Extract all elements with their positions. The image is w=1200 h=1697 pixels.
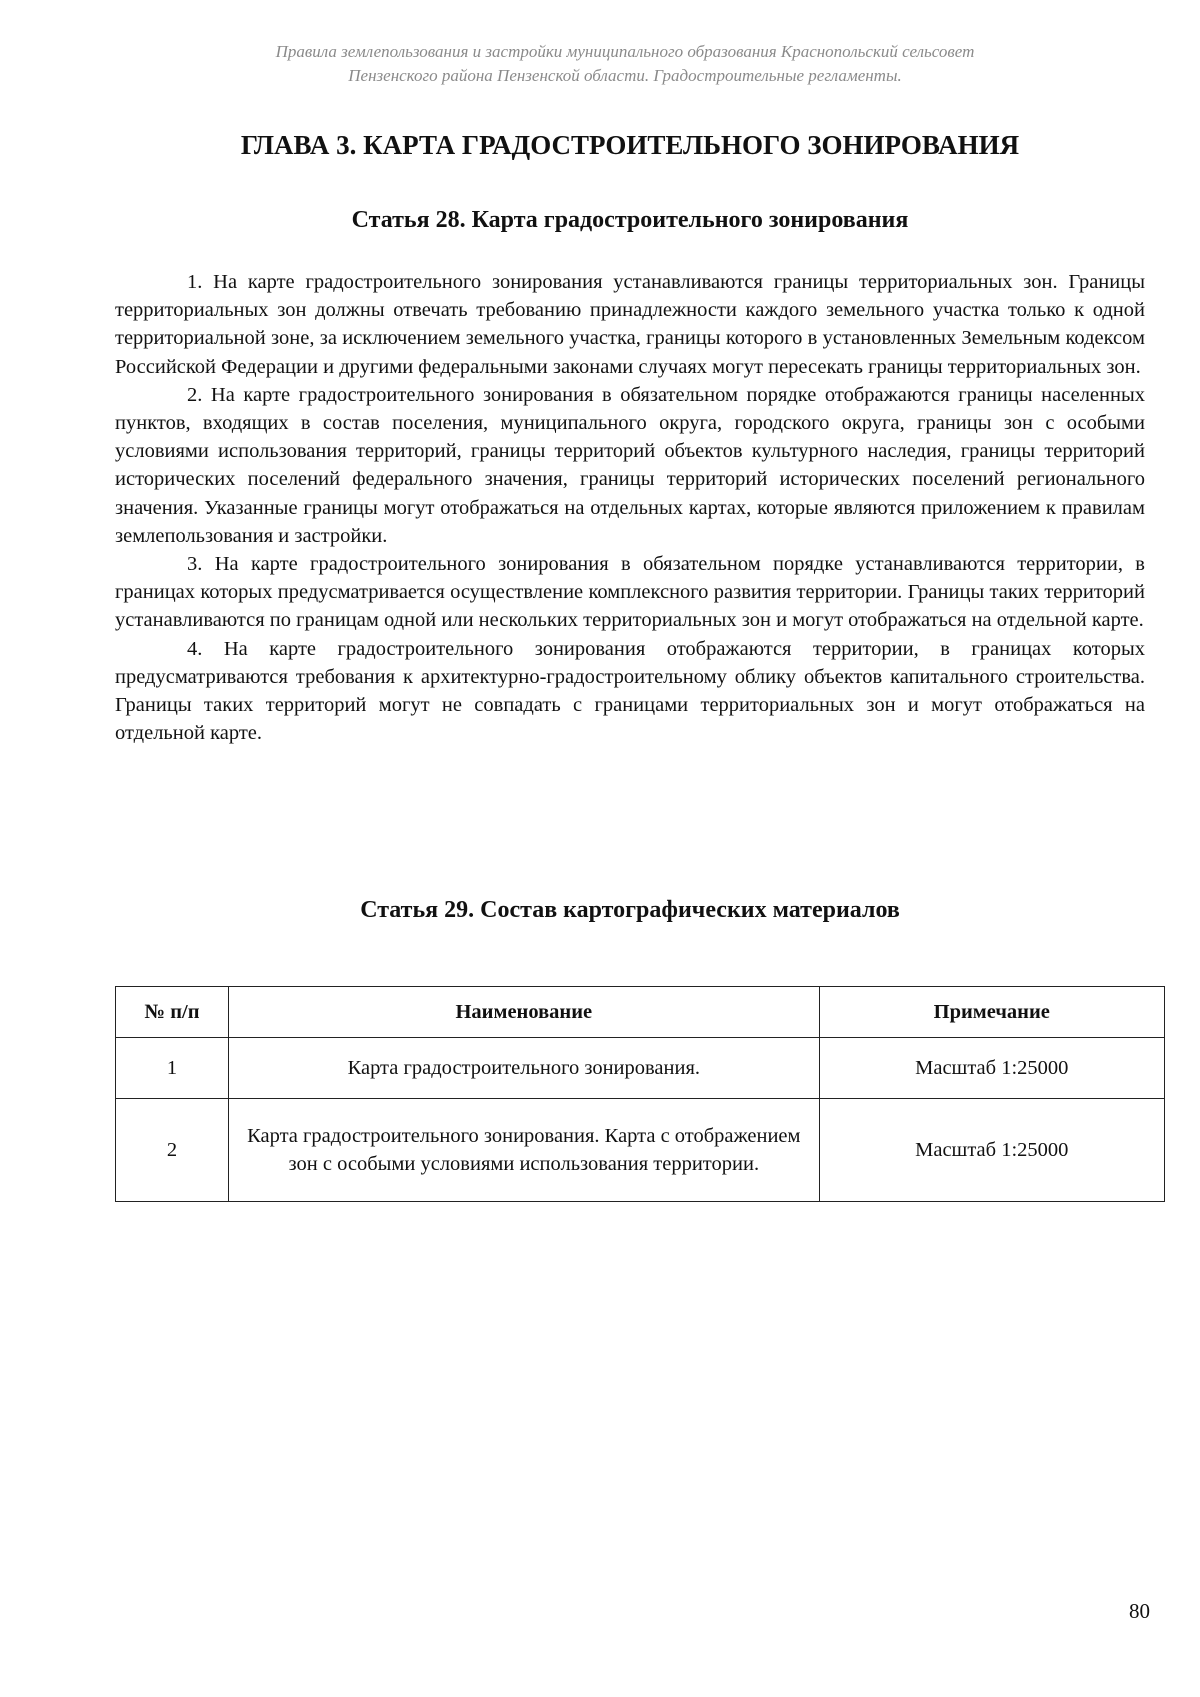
running-header-line-1: Правила землепользования и застройки муниципального образования Краснопольский сельсовет (275, 42, 975, 61)
article-28-title: Статья 28. Карта градостроительного зонирования (351, 207, 909, 233)
row-note: Масштаб 1:25000 (819, 1038, 1164, 1099)
running-header (160, 40, 1090, 88)
running-header-line-2: Пензенского района Пензенской области. Градостроительные регламенты. (348, 66, 902, 85)
row-number: 1 (116, 1038, 229, 1099)
article-28-body (115, 268, 1145, 747)
cartographic-materials-table (115, 986, 1165, 1202)
table-header-row (116, 987, 1165, 1038)
chapter-title: ГЛАВА 3. КАРТА ГРАДОСТРОИТЕЛЬНОГО ЗОНИРОВАНИЯ (240, 130, 1020, 160)
row-name: Карта градостроительного зонирования. (229, 1038, 819, 1099)
header-note: Примечание (819, 987, 1164, 1038)
article-28-paragraph-1: 1. На карте градостроительного зонирования устанавливаются границы территориальных зон. Границы территориальных зон должны отвечать требованию принадлежности каждого земельного участка только к одной территориальной зоне, за исключением земельного участка, границы которого в установленных Земельным кодексом Российской Федерации и другими федеральными законами случаях могут пересекать границы территориальных зон. (115, 271, 1145, 378)
table-row (116, 1099, 1165, 1202)
row-number: 2 (116, 1099, 229, 1202)
article-28-paragraph-2: 2. На карте градостроительного зонирования в обязательном порядке отображаются границы населенных пунктов, входящих в состав поселения, муниципального округа, городского округа, границы зон с особыми условиями использования территорий, границы территорий объектов культурного наследия, границы территорий исторических поселений федерального значения, границы территорий исторических поселений регионального значения. Указанные границы могут отображаться на отдельных картах, которые являются приложением к правилам землепользования и застройки. (115, 383, 1145, 547)
header-name: Наименование (229, 987, 819, 1038)
article-28-paragraph-3: 3. На карте градостроительного зонирования в обязательном порядке устанавливаются территории, в границах которых предусматривается осуществление комплексного развития территории. Границы таких территорий устанавливаются по границам одной или нескольких территориальных зон и могут отображаться на отдельной карте. (115, 553, 1145, 632)
page-number: 80 (1129, 1599, 1150, 1623)
row-note: Масштаб 1:25000 (819, 1099, 1164, 1202)
row-name: Карта градостроительного зонирования. Карта с отображением зон с особыми условиями использования территории. (229, 1099, 819, 1202)
header-number: № п/п (116, 987, 229, 1038)
article-28-paragraph-4: 4. На карте градостроительного зонирования отображаются территории, в границах которых предусматриваются требования к архитектурно-градостроительному облику объектов капитального строительства. Границы таких территорий могут не совпадать с границами территориальных зон и могут отображаться на отдельной карте. (115, 637, 1145, 745)
article-29-title: Статья 29. Состав картографических материалов (360, 897, 900, 923)
table-row (116, 1038, 1165, 1099)
